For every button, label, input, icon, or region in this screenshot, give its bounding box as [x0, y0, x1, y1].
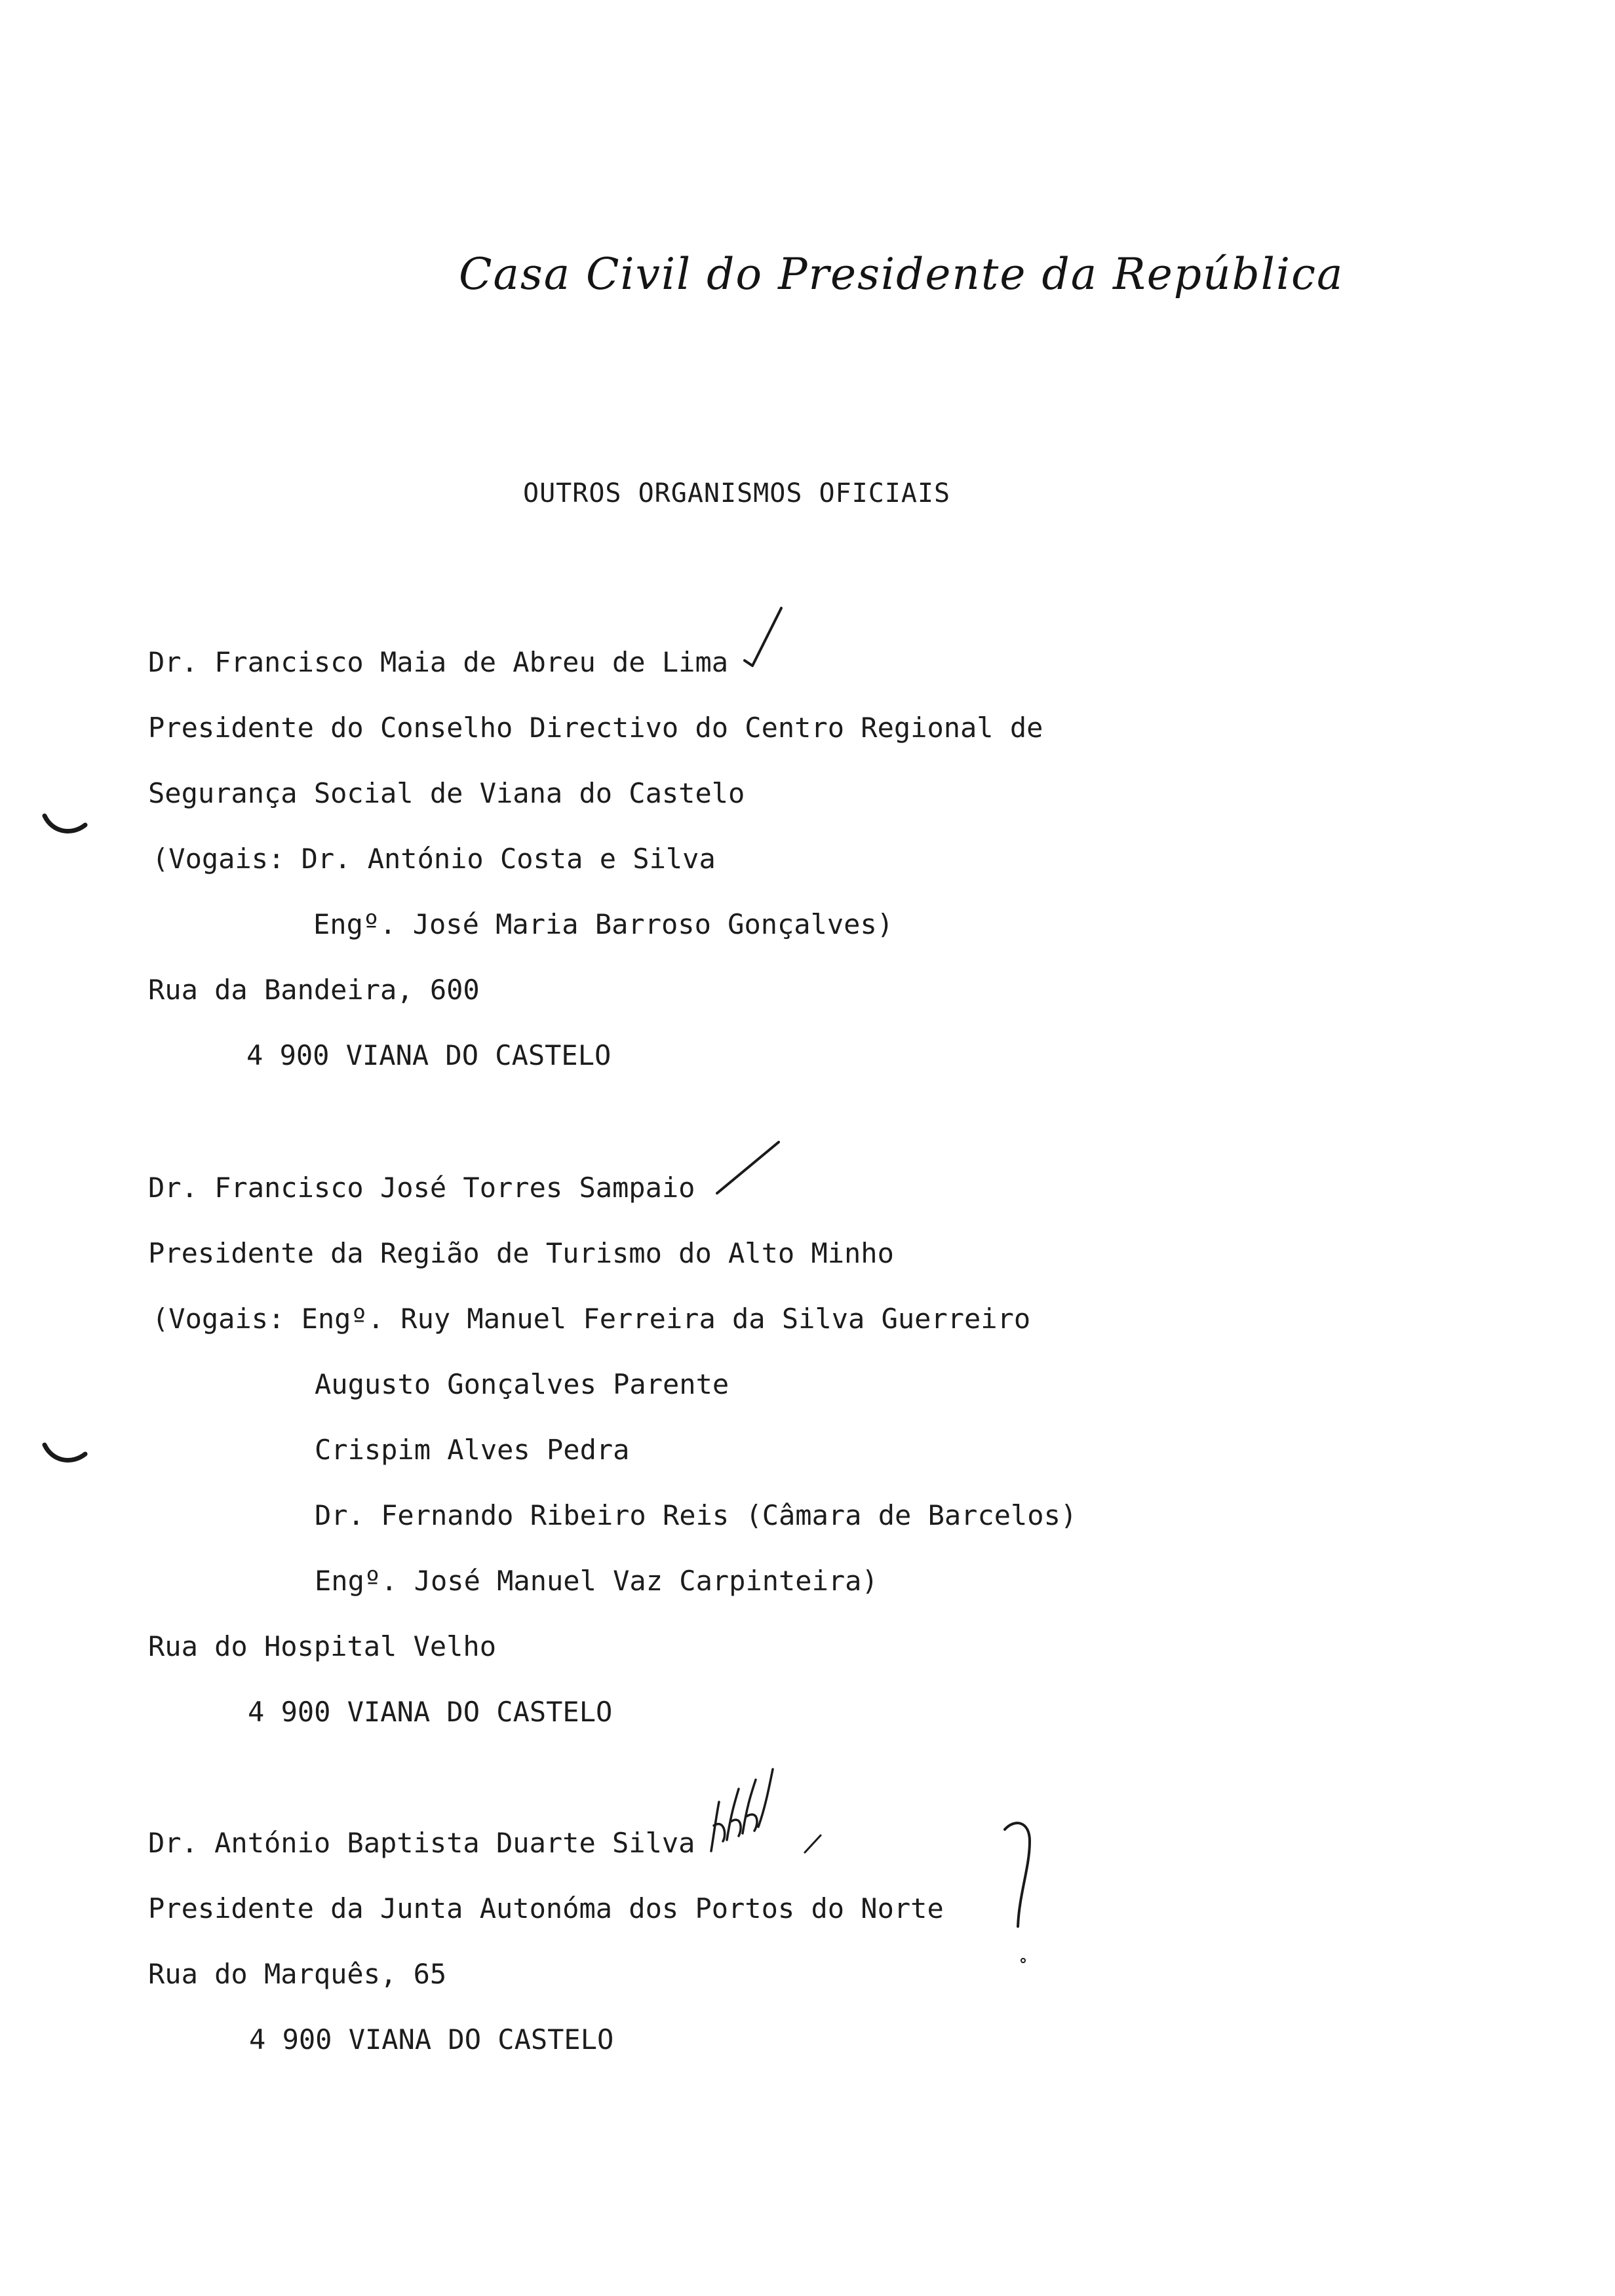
entry-2-line-8: 4 900 VIANA DO CASTELO [248, 1696, 613, 1728]
entry-1-line-5: Rua da Bandeira, 600 [148, 974, 480, 1006]
letterhead: Casa Civil do Presidente da República [459, 249, 1344, 299]
entry-2-line-5: Dr. Fernando Ribeiro Reis (Câmara de Barcelos) [315, 1499, 1078, 1531]
entry-1-name: Dr. Francisco Maia de Abreu de Lima [148, 646, 729, 678]
entry-2-line-6: Engº. José Manuel Vaz Carpinteira) [315, 1565, 878, 1597]
handwritten-initials-icon [705, 1763, 777, 1861]
entry-1-line-6: 4 900 VIANA DO CASTELO [246, 1039, 612, 1071]
check-mark-icon [708, 1137, 787, 1202]
entry-2-line-2: (Vogais: Engº. Ruy Manuel Ferreira da Silva Guerreiro [152, 1303, 1031, 1335]
entry-2-line-1: Presidente da Região de Turismo do Alto Minho [148, 1237, 894, 1269]
margin-mark-icon [39, 809, 92, 842]
page-title: OUTROS ORGANISMOS OFICIAIS [523, 478, 951, 508]
check-mark-icon [741, 603, 793, 675]
entry-1-line-3: (Vogais: Dr. António Costa e Silva [152, 843, 716, 875]
entry-3-name: Dr. António Baptista Duarte Silva [148, 1827, 695, 1859]
entry-2-line-3: Augusto Gonçalves Parente [315, 1368, 730, 1400]
entry-3-line-3: 4 900 VIANA DO CASTELO [249, 2023, 614, 2056]
entry-1-line-2: Segurança Social de Viana do Castelo [148, 777, 745, 809]
entry-1-line-4: Engº. José Maria Barroso Gonçalves) [313, 908, 894, 940]
entry-1-line-1: Presidente do Conselho Directivo do Centro Regional de [148, 712, 1043, 744]
entry-2-name: Dr. Francisco José Torres Sampaio [148, 1172, 695, 1204]
entry-3-line-1: Presidente da Junta Autonóma dos Portos do Norte [148, 1892, 944, 1924]
bracket-mark-icon [1000, 1815, 1039, 1966]
margin-mark-icon [39, 1438, 92, 1471]
check-mark-icon [800, 1831, 826, 1858]
entry-2-line-4: Crispim Alves Pedra [315, 1434, 630, 1466]
entry-3-line-2: Rua do Marquês, 65 [148, 1958, 447, 1990]
entry-2-line-7: Rua do Hospital Velho [148, 1630, 497, 1662]
